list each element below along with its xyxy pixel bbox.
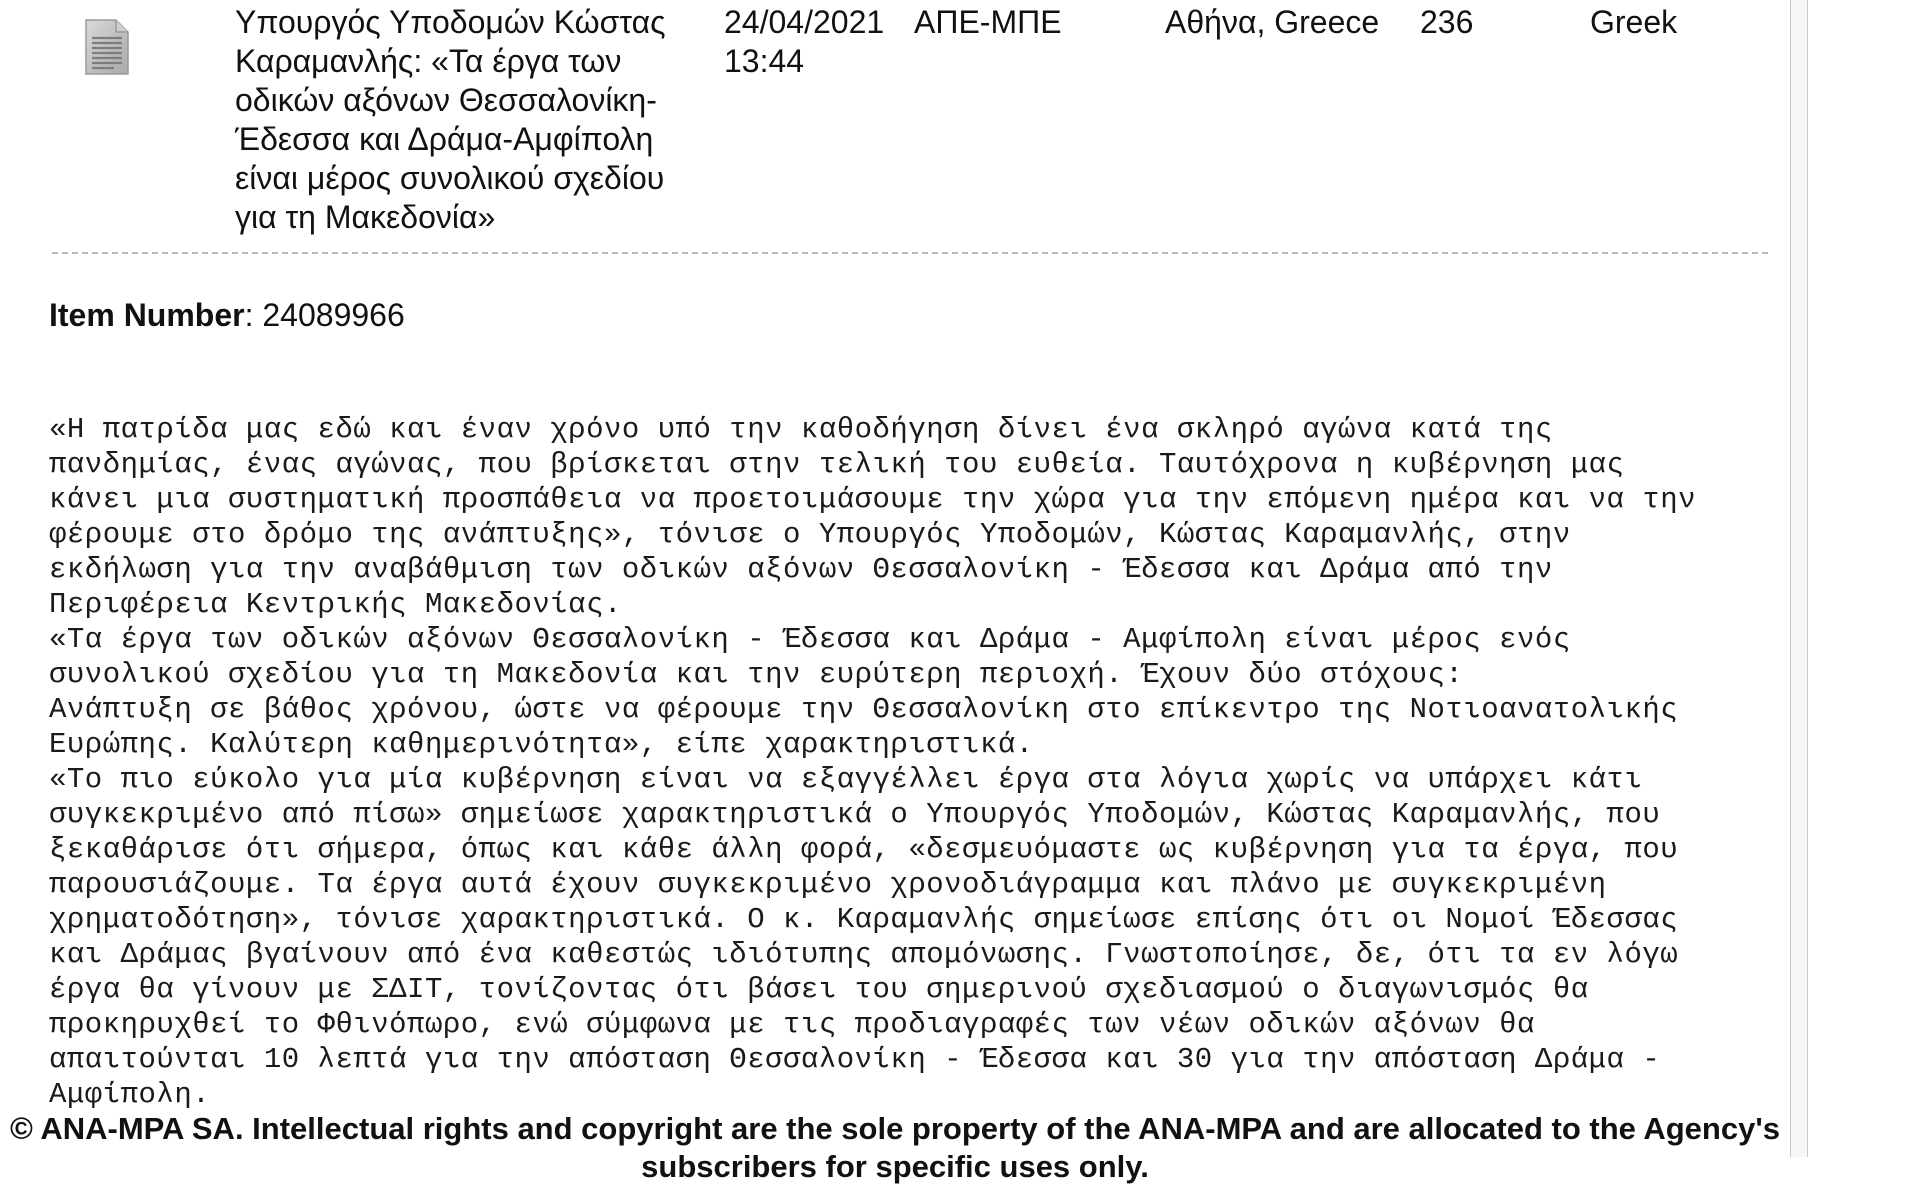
dashed-divider <box>52 252 1768 254</box>
result-time: 13:44 <box>724 43 805 79</box>
result-location: Αθήνα, Greece <box>1165 4 1380 40</box>
result-date: 24/04/2021 <box>724 4 885 40</box>
item-number-label: Item Number <box>49 297 245 333</box>
result-word-count: 236 <box>1420 4 1474 40</box>
search-result-row[interactable] <box>0 0 1790 250</box>
item-number <box>49 295 405 335</box>
document-icon[interactable] <box>84 18 130 76</box>
article-body: «Η πατρίδα μας εδώ και έναν χρόνο υπό την καθοδήγηση δίνει ένα σκληρό αγώνα κατά της πανδημίας, ένας αγώνας, που βρίσκεται στην τελική του ευθεία. Ταυτόχρονα η κυβέρνηση μας κάνει μια συστηματική προσπάθεια να προετοιμάσουμε την χώρα για την επόμενη ημέρα και να την φέρουμε στο δρόμο της ανάπτυξης», τόνισε ο Υπουργός Υποδομών, Κώστας Καραμανλής, στην εκδήλωση για την αναβάθμιση των οδικών αξόνων Θεσσαλονίκη - Έδεσσα και Δράμα από την Περιφέρεια Κεντρικής Μακεδονίας. «Τα έργα των οδικών αξόνων Θεσσαλονίκη - Έδεσσα και Δράμα - Αμφίπολη είναι μέρος ενός συνολικού σχεδίου για τη Μακεδονία και την ευρύτερη περιοχή. Έχουν δύο στόχους: Ανάπτυξη σε βάθος χρόνου, ώστε να φέρουμε την Θεσσαλονίκη στο επίκεντρο της Νοτιοανατολικής Ευρώπης. Καλύτερη καθημερινότητα», είπε χαρακτηριστικά. «Το πιο εύκολο για μία κυβέρνηση είναι να εξαγγέλλει έργα στα λόγια χωρίς να υπάρχει κάτι συγκεκριμένο από πίσω» σημείωσε χαρακτηριστικά ο Υπουργός Υποδομών, Κώστας Καραμανλής, που ξεκαθάρισε ότι σήμερα, όπως και κάθε άλλη φορά, «δεσμευόμαστε ως κυβέρνηση για τα έργα, που παρουσιάζουμε. Τα έργα αυτά έχουν συγκεκριμένο χρονοδιάγραμμα και πλάνο με συγκεκριμένη χρηματοδότηση», τόνισε χαρακτηριστικά. Ο κ. Καραμανλής σημείωσε επίσης ότι οι Νομοί Έδεσσας και Δράμας βγαίνουν από ένα καθεστώς ιδιότυπης απομόνωσης. Γνωστοποίησε, δε, ότι τα εν λόγω έργα θα γίνουν με ΣΔΙΤ, τονίζοντας ότι βάσει του σημερινού σχεδιασμού ο διαγωνισμός θα προκηρυχθεί το Φθινόπωρο, ενώ σύμφωνα με τις προδιαγραφές των νέων οδικών αξόνων θα απαιτούνται 10 λεπτά για την απόσταση Θεσσαλονίκη - Έδεσσα και 30 για την απόσταση Δράμα - Αμφίπολη. <box>49 413 1697 1111</box>
item-number-value: 24089966 <box>262 297 405 333</box>
result-language: Greek <box>1590 4 1678 40</box>
window-background <box>1808 0 1920 1157</box>
result-datetime <box>724 3 904 81</box>
copyright-notice: © ANA-MPA SA. Intellectual rights and copyright are the sole property of the ANA-MPA and are allocated to the Agency's subscribers for specific uses only. <box>10 1111 1780 1184</box>
result-source: ΑΠΕ-ΜΠΕ <box>914 4 1062 40</box>
vertical-scrollbar[interactable] <box>1790 0 1808 1157</box>
result-title[interactable]: Υπουργός Υποδομών Κώστας Καραμανλής: «Τα έργα των οδικών αξόνων Θεσσαλονίκη-Έδεσσα και Δράμα-Αμφίπολη είναι μέρος συνολικού σχεδίου για τη Μακεδονία» <box>235 4 666 235</box>
item-number-separator: : <box>244 297 254 333</box>
